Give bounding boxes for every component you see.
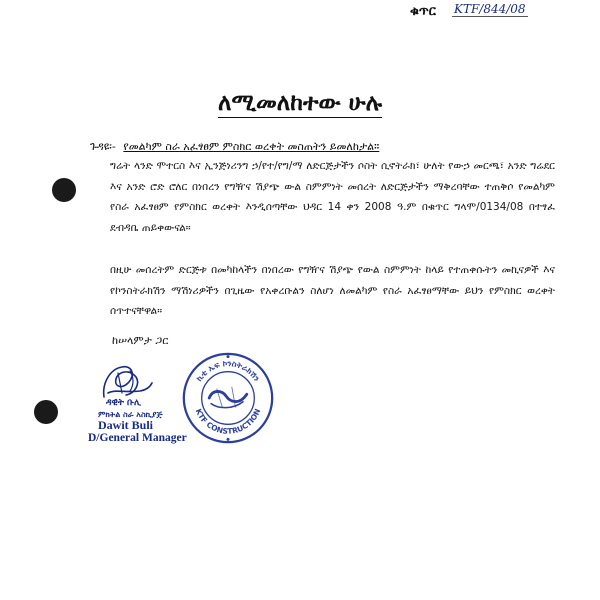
signatory-name: Dawit Buli — [98, 418, 154, 432]
handwritten-signature-icon — [96, 363, 156, 401]
subject-text: የመልካም ስራ አፈፃፀም ምስክር ወረቀት መስጠትን ይመለከታል። — [123, 140, 380, 153]
reference-label: ቁጥር — [410, 4, 436, 19]
punch-hole-icon — [52, 178, 76, 202]
punch-hole-icon — [34, 400, 58, 424]
svg-text:KTF CONSTRUCTION — [194, 407, 263, 435]
letter-title-text: ለሚመለከተው ሁሉ — [217, 90, 383, 116]
subject-label: ጉዳዩ፡- — [90, 140, 116, 153]
stamp-top-text: ኪቲ ኤፍ ኮንስትራክሽን — [194, 358, 262, 383]
letter-title — [0, 90, 600, 116]
closing-salutation: ከሠላምታ ጋር — [112, 334, 169, 347]
signatory-title: D/General Manager — [88, 432, 187, 444]
signatory-title-amharic: ምክትል ስራ አስኪያጅ — [98, 410, 163, 419]
body-paragraph-1: ግሬት ላንድ ሞተርስ እና ኢንጅነሪንግ ኃ/የተ/የግ/ማ ለድርጅታችን ሶስት ሲኖትራክ፣ ሁለት የውኃ መርጫ፣ አንድ ግሬደር እና አንድ ሮድ ሮለር በነበረን የግዥና ሽያጭ ውል ስምምነት መሰረት ለድርጅታችን ማቅረባቸው ተጠቅሶ የመልካም የስራ አፈፃፀም የምስክር ወረቀት እንዲሰጣቸው ህዳር 14 ቀን 2008 ዓ.ም በቁጥር ግላሞ/0134/08 በተፃፈ ደብዳቤ ጠይቀውናል። — [110, 160, 555, 234]
subject-line — [90, 140, 550, 154]
company-stamp-icon — [181, 351, 275, 445]
svg-text:ኪቲ ኤፍ ኮንስትራክሽን — [195, 359, 262, 383]
signatory-name-amharic: ዳዊት ቡሊ — [106, 398, 141, 408]
body-paragraph-2: በዚሁ መሰረትም ድርጅቱ በመካከላችን በነበረው የግዥና ሽያጭ የውል ስምምነት ከላይ የተጠቀሱትን መኪናዎች እና የኮንስትራክሽን ማሽነሪዎችን በጊዜው የአቀረቡልን ስለሆነ ለመልካም የስራ አፈፃፀማቸው ይህን የምስክር ወረቀት ሰጥተናቸዋል። — [110, 264, 555, 317]
stamp-bottom-text: KTF CONSTRUCTION — [193, 407, 263, 436]
reference-number: KTF/844/08 — [454, 2, 526, 16]
